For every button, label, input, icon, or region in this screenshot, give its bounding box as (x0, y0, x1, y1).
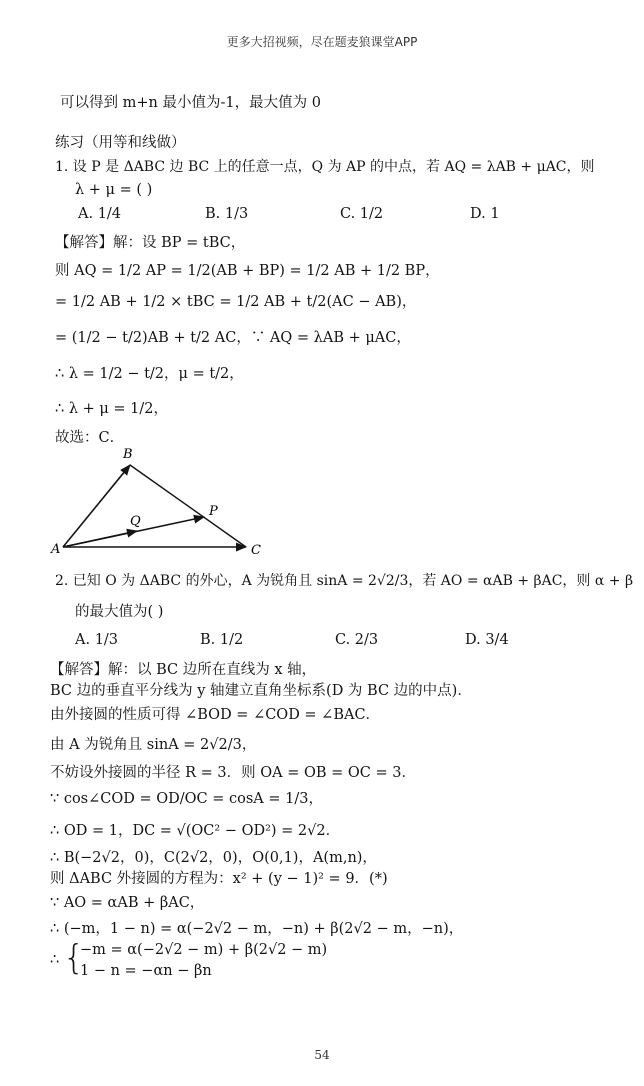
option-a: A. 1/4 (78, 206, 122, 222)
solution-line: = 1/2 AB + 1/2 × tBC = 1/2 AB + t/2(AC − AB)， (55, 294, 417, 310)
text-line: 可以得到 m+n 最小值为-1，最大值为 0 (60, 95, 321, 111)
label-a: A (51, 542, 61, 557)
solution-line: 【解答】解：设 BP = tBC， (55, 235, 246, 251)
question-1: 1. 设 P 是 ΔABC 边 BC 上的任意一点，Q 为 AP 的中点，若 AQ = λAB + μAC，则 (55, 159, 595, 175)
solution-line: 不妨设外接圆的半径 R = 3．则 OA = OB = OC = 3． (50, 765, 416, 781)
therefore-sign: ∴ (50, 952, 60, 968)
question-2-cont: 的最大值为( ) (75, 604, 164, 620)
page-number: 54 (314, 1048, 330, 1062)
option-a: A. 1/3 (75, 632, 119, 648)
solution-line: 则 ΔABC 外接圆的方程为：x² + (y − 1)² = 9．(*) (50, 871, 388, 887)
answer-line: 故选：C． (55, 430, 125, 446)
option-b: B. 1/3 (205, 206, 249, 222)
option-c: C. 1/2 (340, 206, 384, 222)
solution-line: BC 边的垂直平分线为 y 轴建立直角坐标系(D 为 BC 边的中点)． (50, 683, 472, 699)
question-1-cont: λ + μ = ( ) (75, 182, 153, 198)
system-brace: { (63, 938, 85, 978)
system-equation-1: −m = α(−2√2 − m) + β(2√2 − m) (80, 942, 328, 958)
solution-line: 由外接圆的性质可得 ∠BOD = ∠COD = ∠BAC． (50, 707, 381, 723)
exercise-heading: 练习（用等和线做） (55, 135, 186, 151)
edge-bc (130, 465, 246, 547)
label-c: C (251, 543, 261, 558)
solution-line: ∵ AO = αAB + βAC， (50, 895, 205, 911)
option-d: D. 3/4 (465, 632, 509, 648)
solution-line: ∴ (−m，1 − n) = α(−2√2 − m，−n) + β(2√2 − m，−n)， (50, 921, 464, 937)
option-b: B. 1/2 (200, 632, 244, 648)
label-q: Q (130, 514, 141, 529)
option-c: C. 2/3 (335, 632, 379, 648)
solution-line: ∴ λ + μ = 1/2， (55, 401, 169, 417)
solution-line: 则 AQ = 1/2 AP = 1/2(AB + BP) = 1/2 AB + 1/2 BP， (55, 263, 440, 279)
solution-line: ∴ λ = 1/2 − t/2，μ = t/2， (55, 366, 244, 382)
system-equation-2: 1 − n = −αn − βn (80, 963, 212, 979)
option-d: D. 1 (470, 206, 500, 222)
page-header: 更多大招视频，尽在题麦狼课堂APP (226, 35, 418, 49)
solution-line: 【解答】解：以 BC 边所在直线为 x 轴， (50, 662, 317, 678)
solution-line: 由 A 为锐角且 sinA = 2√2/3， (50, 737, 257, 753)
solution-line: = (1/2 − t/2)AB + t/2 AC，∵ AQ = λAB + μAC， (55, 330, 411, 346)
solution-line: ∴ OD = 1，DC = √(OC² − OD²) = 2√2． (50, 823, 341, 839)
question-2: 2. 已知 O 为 ΔABC 的外心，A 为锐角且 sinA = 2√2/3，若 AO = αAB + βAC，则 α + β (55, 573, 634, 589)
solution-line: ∴ B(−2√2，0)，C(2√2，0)，O(0,1)，A(m,n)， (50, 850, 377, 866)
solution-line: ∵ cos∠COD = OD/OC = cosA = 1/3， (50, 791, 323, 807)
label-p: P (209, 504, 218, 519)
label-b: B (123, 447, 133, 462)
